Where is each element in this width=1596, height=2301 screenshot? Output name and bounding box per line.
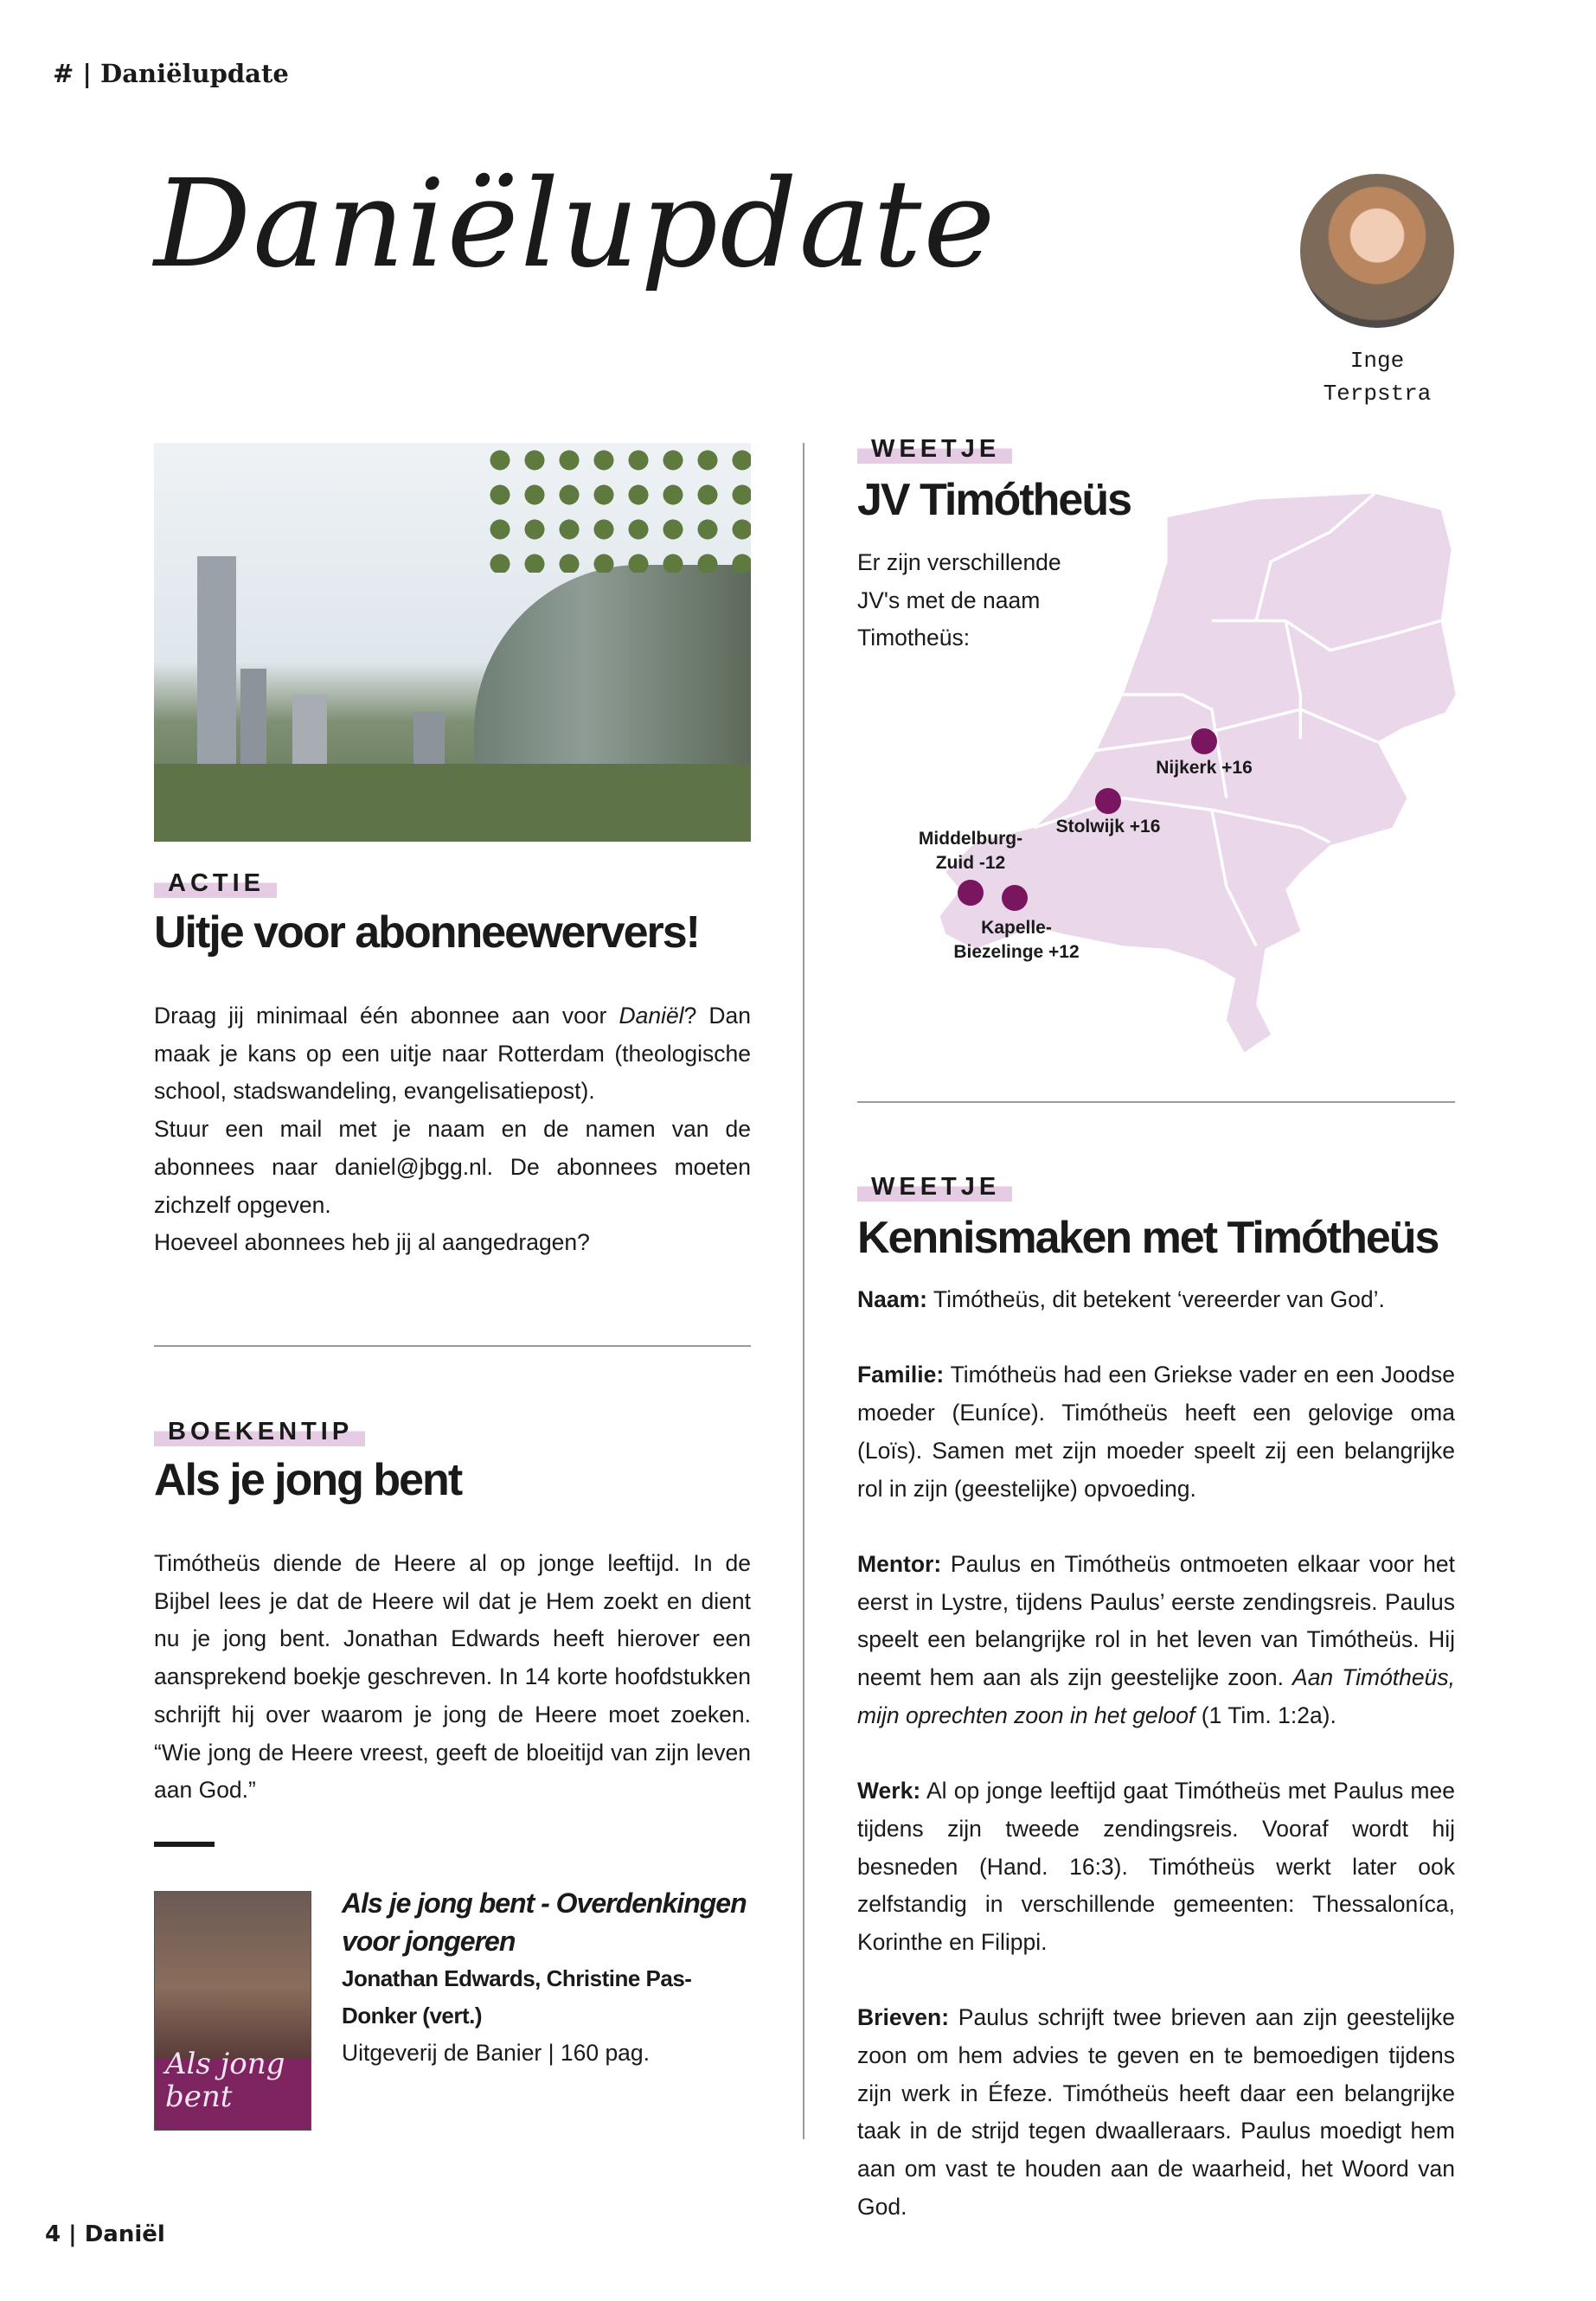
weetje2-heading: Kennismaken met Timótheüs bbox=[857, 1213, 1439, 1263]
brieven-label: Brieven: bbox=[857, 2004, 950, 2031]
cover-title: Als jong bent bbox=[165, 2047, 285, 2114]
map-label-kapelle bbox=[953, 916, 1079, 965]
label-line: Biezelinge +12 bbox=[953, 942, 1080, 962]
actie-text: Stuur een mail met je naam en de namen van de abonnees naar daniel@jbgg.nl. De abonnees moeten zichzelf opgeven. bbox=[154, 1116, 751, 1218]
actie-heading: Uitje voor abonneewervers! bbox=[154, 907, 699, 958]
page-footer: 4 | Daniël bbox=[45, 2221, 165, 2247]
familie-label: Familie: bbox=[857, 1362, 945, 1388]
label-line: Zuid -12 bbox=[935, 853, 1006, 873]
intro-line: Timotheüs: bbox=[857, 625, 971, 651]
actie-text-italic: Daniël bbox=[619, 1003, 684, 1029]
map-label-stolwijk: Stolwijk +16 bbox=[1055, 817, 1161, 836]
mentor-ref: (1 Tim. 1:2a). bbox=[1195, 1702, 1336, 1728]
mentor-quote: Aan Timótheüs, mijn oprechten zoon in het geloof bbox=[857, 1664, 1455, 1728]
boekentip-heading: Als je jong bent bbox=[154, 1455, 462, 1505]
page-title: Daniëlupdate bbox=[154, 154, 997, 295]
naam-text: Timótheüs, dit betekent ‘vereerder van God’. bbox=[927, 1286, 1385, 1312]
map-label-nijkerk: Nijkerk +16 bbox=[1156, 758, 1253, 778]
intro-line: JV's met de naam bbox=[857, 586, 1041, 613]
familie-text: Timótheüs had een Griekse vader en een Joodse moeder (Euníce). Timótheüs heeft een gelovige oma (Loïs). Samen met zijn moeder speelt zij een belangrijke rol in zijn (geestelijke) opvoeding. bbox=[857, 1362, 1455, 1502]
weetje1-label: WEETJE bbox=[857, 434, 1012, 464]
map-dot-kapelle bbox=[1002, 885, 1028, 911]
mentor-text: Paulus en Timótheüs ontmoeten elkaar voor het eerst in Lystre, tijdens Paulus’ eerste zendingsreis. Paulus speelt een belangrijke rol in het leven van Timótheüs. Hij neemt hem aan als zijn geestelijke zoon. bbox=[857, 1550, 1455, 1690]
weetje1-heading: JV Timótheüs bbox=[857, 475, 1131, 525]
weetje1-label-wrap bbox=[857, 434, 1012, 464]
map-label-middelburg bbox=[919, 827, 1022, 875]
map-dot-nijkerk bbox=[1191, 728, 1217, 754]
map-dot-middelburg bbox=[958, 880, 984, 906]
weetje2-label: WEETJE bbox=[857, 1172, 1012, 1202]
brieven-text: Paulus schrijft twee brieven aan zijn geestelijke zoon om hem advies te geven en te bemoedigen tijdens zijn werk in Éfeze. Timótheüs heeft daar een belangrijke taak in de strijd tegen dwaalleraars. Paulus moedigt hem aan om vast te houden aan de waarheid, het Woord van God. bbox=[857, 2004, 1455, 2220]
author-last: Terpstra bbox=[1323, 381, 1432, 407]
book-publisher: Uitgeverij de Banier | 160 pag. bbox=[342, 2040, 651, 2066]
boekentip-label: BOEKENTIP bbox=[154, 1417, 365, 1446]
actie-text: ? Dan maak je kans op een uitje naar Rotterdam (theologische school, stadswandeling, evangelisatiepost). bbox=[154, 1003, 751, 1105]
label-line: Middelburg- bbox=[918, 829, 1023, 849]
intro-line: Er zijn verschillende bbox=[857, 549, 1061, 575]
werk-text: Al op jonge leeftijd gaat Timótheüs met Paulus mee tijdens zijn tweede zendingsreis. Vooraf wordt hij besneden (Hand. 16:3). Timótheüs werkt later ook zelfstandig in verschillende gemeenten: Thessaloníca, Korinthe en Filippi. bbox=[857, 1778, 1455, 1955]
mentor-label: Mentor: bbox=[857, 1550, 942, 1577]
actie-label: ACTIE bbox=[154, 868, 277, 898]
weetje1-intro bbox=[857, 544, 1061, 657]
running-head: # | Daniëlupdate bbox=[53, 59, 289, 88]
naam-label: Naam: bbox=[857, 1286, 928, 1312]
author-first: Inge bbox=[1349, 348, 1405, 374]
section-divider bbox=[857, 1101, 1455, 1103]
weetje2-body bbox=[857, 1281, 1455, 2227]
weetje2-label-wrap bbox=[857, 1172, 1012, 1202]
label-line: Kapelle- bbox=[981, 918, 1052, 938]
map-dot-stolwijk bbox=[1095, 788, 1121, 814]
book-title: Als je jong bent - Overdenkingen voor jongeren bbox=[342, 1888, 747, 1957]
actie-text: Hoeveel abonnees heb jij al aangedragen? bbox=[154, 1229, 590, 1256]
boekentip-body: Timótheüs diende de Heere al op jonge leeftijd. In de Bijbel lees je dat de Heere wil dat je Hem zoekt en dient nu je jong bent. Jonathan Edwards heeft hierover een aansprekend boekje geschreven. In 14 korte hoofdstukken schrijft hij over waarom je jong de Heere moet zoeken. “Wie jong de Heere vreest, geeft de bloeitijd van zijn leven aan God.” bbox=[154, 1550, 751, 1804]
werk-label: Werk: bbox=[857, 1778, 921, 1804]
actie-text: Draag jij minimaal één abonnee aan voor bbox=[154, 1003, 619, 1029]
book-authors: Jonathan Edwards, Christine Pas-Donker (vert.) bbox=[342, 1965, 692, 2029]
